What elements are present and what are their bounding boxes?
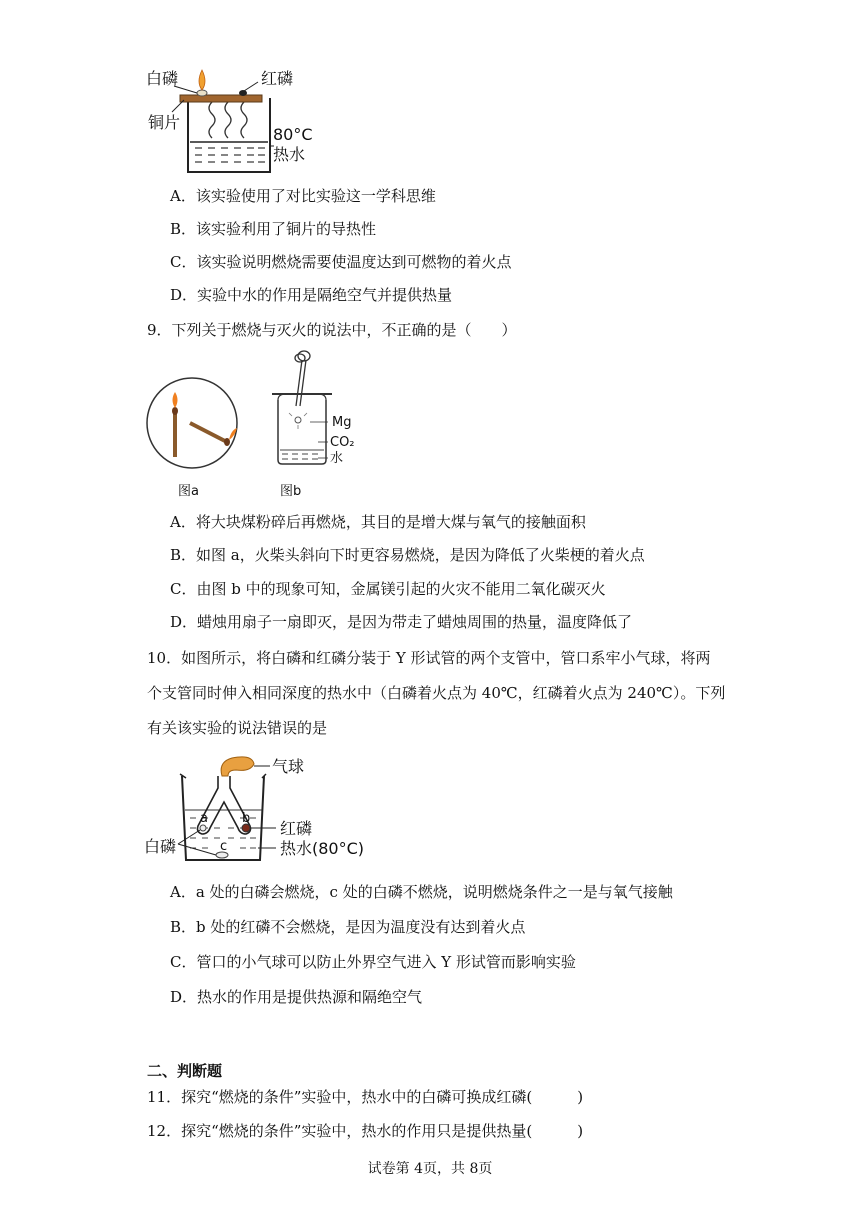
label-white-phosphorus-y: 白磷 — [144, 837, 177, 856]
label-b: b — [242, 811, 251, 826]
label-temperature: 80°C — [273, 125, 313, 144]
label-hot-water: 热水 — [273, 145, 306, 164]
label-red-phosphorus: 红磷 — [261, 69, 294, 88]
page-footer: 试卷第 4页，共 8页 — [367, 1161, 493, 1177]
match-diagram — [145, 375, 245, 485]
q9-option-d: D．蜡烛用扇子一扇即灭，是因为带走了蜡烛周围的热量，温度降低了 — [170, 613, 633, 631]
q10-option-b: B．b 处的红磷不会燃烧，是因为温度没有达到着火点 — [170, 918, 526, 936]
fig-a-caption: 图a — [178, 484, 199, 499]
q10-stem-line-2: 个支管同时伸入相同深度的热水中（白磷着火点为 40℃，红磷着火点为 240℃）。下列 — [147, 684, 726, 702]
label-copper-plate: 铜片 — [148, 113, 181, 132]
magnesium-co2-diagram — [262, 350, 372, 470]
label-mg: Mg — [332, 415, 352, 430]
q10-option-a: A．a 处的白磷会燃烧，c 处的白磷不燃烧，说明燃烧条件之一是与氧气接触 — [170, 883, 673, 901]
q8-option-b: B．该实验利用了铜片的导热性 — [170, 220, 377, 238]
q11-stem: 11．探究“燃烧的条件”实验中，热水中的白磷可换成红磷( ) — [147, 1088, 584, 1106]
figure-copper-plate — [140, 60, 340, 180]
label-a: a — [200, 811, 208, 826]
q10-option-c: C．管口的小气球可以防止外界空气进入 Y 形试管而影响实验 — [170, 953, 576, 971]
q8-option-d: D．实验中水的作用是隔绝空气并提供热量 — [170, 286, 453, 304]
label-red-phosphorus-y: 红磷 — [280, 819, 313, 838]
section-title-judgement: 二、判断题 — [147, 1062, 223, 1080]
figure-b-magnesium — [262, 350, 372, 505]
q9-stem: 9．下列关于燃烧与灭火的说法中，不正确的是（ ） — [147, 321, 517, 339]
label-c: c — [220, 839, 228, 854]
q10-stem-line-3: 有关该实验的说法错误的是 — [147, 719, 328, 737]
label-balloon: 气球 — [272, 757, 305, 776]
fig-b-caption: 图b — [280, 484, 302, 499]
label-hot-water-y: 热水(80°C) — [280, 839, 365, 858]
q9-option-a: A．将大块煤粉碎后再燃烧，其目的是增大煤与氧气的接触面积 — [170, 513, 586, 531]
q10-option-d: D．热水的作用是提供热源和隔绝空气 — [170, 988, 423, 1006]
q8-option-c: C．该实验说明燃烧需要使温度达到可燃物的着火点 — [170, 253, 512, 271]
label-white-phosphorus: 白磷 — [146, 69, 179, 88]
q9-option-b: B．如图 a，火柴头斜向下时更容易燃烧，是因为降低了火柴梗的着火点 — [170, 546, 645, 564]
q8-option-a: A．该实验使用了对比实验这一学科思维 — [170, 187, 436, 205]
label-water: 水 — [330, 451, 344, 466]
figure-a-match — [145, 375, 245, 505]
label-co2: CO₂ — [330, 435, 355, 450]
figure-y-tube — [140, 748, 380, 868]
q9-option-c: C．由图 b 中的现象可知，金属镁引起的火灾不能用二氧化碳灭火 — [170, 580, 606, 598]
q12-stem: 12．探究“燃烧的条件”实验中，热水的作用只是提供热量( ) — [147, 1122, 584, 1140]
q10-stem-line-1: 10．如图所示，将白磷和红磷分装于 Y 形试管的两个支管中，管口系牢小气球，将两 — [147, 649, 711, 667]
